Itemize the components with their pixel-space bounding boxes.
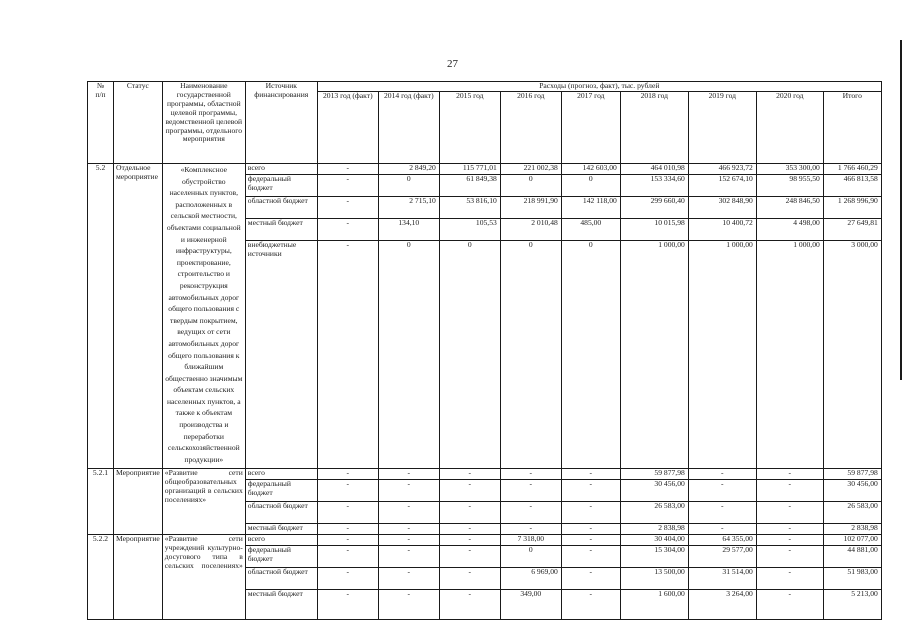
cell-value: - xyxy=(756,469,823,480)
cell-value: 31 514,00 xyxy=(688,568,756,590)
margin-rule xyxy=(900,40,902,380)
cell-value: - xyxy=(317,524,378,535)
cell-value: - xyxy=(756,568,823,590)
cell-value: - xyxy=(317,164,378,175)
cell-value: 464 010,98 xyxy=(620,164,688,175)
cell-value: 115 771,01 xyxy=(439,164,500,175)
cell-value: 64 355,00 xyxy=(688,535,756,546)
year-header: 2014 год (факт) xyxy=(378,92,439,164)
cell-value: 0 xyxy=(561,175,620,197)
row-source: всего xyxy=(245,164,317,175)
col-status-header: Статус xyxy=(114,82,163,164)
cell-value: - xyxy=(378,546,439,568)
cell-value: 2 715,10 xyxy=(378,197,439,219)
cell-value: 15 304,00 xyxy=(620,546,688,568)
cell-value: - xyxy=(378,568,439,590)
cell-value: 1 000,00 xyxy=(620,241,688,469)
year-header: 2013 год (факт) xyxy=(317,92,378,164)
cell-value: - xyxy=(756,502,823,524)
header-row-top xyxy=(88,82,882,92)
cell-value: - xyxy=(317,469,378,480)
cell-value: 0 xyxy=(561,241,620,469)
year-header: 2015 год xyxy=(439,92,500,164)
cell-value: - xyxy=(439,502,500,524)
cell-value: - xyxy=(756,546,823,568)
year-header: 2018 год xyxy=(620,92,688,164)
cell-value: 302 848,90 xyxy=(688,197,756,219)
row-source: внебюджетные источники xyxy=(245,241,317,469)
cell-value: - xyxy=(756,535,823,546)
year-header: 2020 год xyxy=(756,92,823,164)
cell-value: - xyxy=(317,241,378,469)
cell-value: 102 077,00 xyxy=(823,535,881,546)
row-source: федеральный бюджет xyxy=(245,175,317,197)
row-source: всего xyxy=(245,469,317,480)
cell-value: 0 xyxy=(500,546,561,568)
cell-value: 30 404,00 xyxy=(620,535,688,546)
row-source: местный бюджет xyxy=(245,524,317,535)
cell-value: 152 674,10 xyxy=(688,175,756,197)
cell-value: 13 500,00 xyxy=(620,568,688,590)
cell-value: - xyxy=(500,502,561,524)
cell-value: 299 660,40 xyxy=(620,197,688,219)
cell-value: 98 955,50 xyxy=(756,175,823,197)
table-row xyxy=(88,535,882,546)
cell-value: 3 264,00 xyxy=(688,590,756,620)
cell-value: 142 603,00 xyxy=(561,164,620,175)
cell-value: - xyxy=(439,480,500,502)
cell-value: 53 816,10 xyxy=(439,197,500,219)
cell-value: 59 877,98 xyxy=(823,469,881,480)
cell-value: 3 000,00 xyxy=(823,241,881,469)
budget-table xyxy=(87,81,882,620)
cell-value: - xyxy=(378,535,439,546)
cell-value: - xyxy=(378,524,439,535)
cell-value: - xyxy=(500,524,561,535)
cell-value: 61 849,38 xyxy=(439,175,500,197)
cell-value: 349,00 xyxy=(500,590,561,620)
cell-value: 0 xyxy=(378,241,439,469)
cell-value: - xyxy=(378,590,439,620)
cell-value: - xyxy=(756,590,823,620)
col-num-header: № п/п xyxy=(88,82,114,164)
cell-value: - xyxy=(317,568,378,590)
cell-value: 29 577,00 xyxy=(688,546,756,568)
row-source: всего xyxy=(245,535,317,546)
row-source: областной бюджет xyxy=(245,568,317,590)
cell-value: - xyxy=(439,524,500,535)
cell-value: - xyxy=(688,502,756,524)
cell-value: 248 846,50 xyxy=(756,197,823,219)
cell-value: - xyxy=(756,480,823,502)
cell-value: 466 813,58 xyxy=(823,175,881,197)
row-status: Мероприятие xyxy=(114,535,163,620)
cell-value: 30 456,00 xyxy=(823,480,881,502)
cell-value: 10 015,98 xyxy=(620,219,688,241)
cell-value: 0 xyxy=(378,175,439,197)
cell-value: - xyxy=(561,568,620,590)
cell-value: 2 838,98 xyxy=(620,524,688,535)
row-name: «Комплексное обустройство населенных пунктов, расположенных в сельской местности, объектами социальной и инженерной инфраструктуры, проектирование, строительство и реконструкция автомобильных дорог общего пользования с твердым покрытием, ведущих от сети автомобильных дорог общего пользования к ближайшим общественно значимым объектам сельских населенных пунктов, а также к объектам производства и переработки сельскохозяйственной продукции» xyxy=(162,164,245,469)
row-name: «Развитие сети общеобразовательных организаций в сельских поселениях» xyxy=(162,469,245,535)
cell-value: - xyxy=(561,524,620,535)
total-header: Итого xyxy=(823,92,881,164)
cell-value: 30 456,00 xyxy=(620,480,688,502)
cell-value: 5 213,00 xyxy=(823,590,881,620)
cell-value: 218 991,90 xyxy=(500,197,561,219)
row-name: «Развитие сети учреждений культурно-досугового типа в сельских поселениях» xyxy=(162,535,245,620)
cell-value: - xyxy=(439,590,500,620)
cell-value: - xyxy=(561,546,620,568)
cell-value: - xyxy=(317,535,378,546)
cell-value: 1 000,00 xyxy=(756,241,823,469)
cell-value: 0 xyxy=(439,241,500,469)
cell-value: 44 881,00 xyxy=(823,546,881,568)
cell-value: - xyxy=(439,568,500,590)
page-number: 27 xyxy=(447,58,458,70)
cell-value: 142 118,00 xyxy=(561,197,620,219)
cell-value: - xyxy=(561,469,620,480)
row-number: 5.2.1 xyxy=(88,469,114,535)
cell-value: - xyxy=(378,469,439,480)
cell-value: 1 600,00 xyxy=(620,590,688,620)
row-source: местный бюджет xyxy=(245,590,317,620)
cell-value: - xyxy=(317,546,378,568)
cell-value: 51 983,00 xyxy=(823,568,881,590)
cell-value: - xyxy=(317,502,378,524)
cell-value: - xyxy=(561,535,620,546)
cell-value: 0 xyxy=(500,175,561,197)
cell-value: 1 268 996,90 xyxy=(823,197,881,219)
year-header: 2019 год xyxy=(688,92,756,164)
cell-value: 1 766 460,29 xyxy=(823,164,881,175)
row-source: федеральный бюджет xyxy=(245,480,317,502)
cell-value: 59 877,98 xyxy=(620,469,688,480)
row-number: 5.2 xyxy=(88,164,114,469)
cell-value: - xyxy=(439,546,500,568)
cell-value: - xyxy=(561,502,620,524)
row-source: областной бюджет xyxy=(245,502,317,524)
cell-value: - xyxy=(688,480,756,502)
cell-value: 105,53 xyxy=(439,219,500,241)
cell-value: 485,00 xyxy=(561,219,620,241)
col-name-header: Наименование государственной программы, областной целевой программы, ведомственной целевой программы, отдельного мероприятия xyxy=(162,82,245,164)
cell-value: - xyxy=(317,175,378,197)
row-source: областной бюджет xyxy=(245,197,317,219)
cell-value: 353 300,00 xyxy=(756,164,823,175)
cell-value: 6 969,00 xyxy=(500,568,561,590)
year-header: 2016 год xyxy=(500,92,561,164)
cell-value: - xyxy=(688,524,756,535)
cell-value: 134,10 xyxy=(378,219,439,241)
cell-value: - xyxy=(561,590,620,620)
cell-value: - xyxy=(439,535,500,546)
cell-value: 7 318,00 xyxy=(500,535,561,546)
cell-value: 466 923,72 xyxy=(688,164,756,175)
cell-value: 221 002,38 xyxy=(500,164,561,175)
cell-value: 2 010,48 xyxy=(500,219,561,241)
table-row xyxy=(88,469,882,480)
cell-value: 2 838,98 xyxy=(823,524,881,535)
cell-value: 153 334,60 xyxy=(620,175,688,197)
cell-value: - xyxy=(317,219,378,241)
cell-value: - xyxy=(561,480,620,502)
row-source: федеральный бюджет xyxy=(245,546,317,568)
cell-value: 26 583,00 xyxy=(823,502,881,524)
cell-value: 4 498,00 xyxy=(756,219,823,241)
cell-value: 26 583,00 xyxy=(620,502,688,524)
cell-value: - xyxy=(500,469,561,480)
col-source-header: Источник финансирования xyxy=(245,82,317,164)
cell-value: - xyxy=(317,480,378,502)
cell-value: 10 400,72 xyxy=(688,219,756,241)
cell-value: - xyxy=(756,524,823,535)
row-status: Мероприятие xyxy=(114,469,163,535)
row-status: Отдельное мероприятие xyxy=(114,164,163,469)
table-row xyxy=(88,164,882,175)
row-source: местный бюджет xyxy=(245,219,317,241)
cell-value: - xyxy=(378,480,439,502)
cell-value: - xyxy=(688,469,756,480)
cell-value: - xyxy=(317,590,378,620)
col-expenses-header: Расходы (прогноз, факт), тыс. рублей xyxy=(317,82,881,92)
row-number: 5.2.2 xyxy=(88,535,114,620)
cell-value: 1 000,00 xyxy=(688,241,756,469)
cell-value: - xyxy=(500,480,561,502)
cell-value: - xyxy=(378,502,439,524)
cell-value: - xyxy=(317,197,378,219)
cell-value: - xyxy=(439,469,500,480)
cell-value: 27 649,81 xyxy=(823,219,881,241)
year-header: 2017 год xyxy=(561,92,620,164)
cell-value: 0 xyxy=(500,241,561,469)
cell-value: 2 849,20 xyxy=(378,164,439,175)
